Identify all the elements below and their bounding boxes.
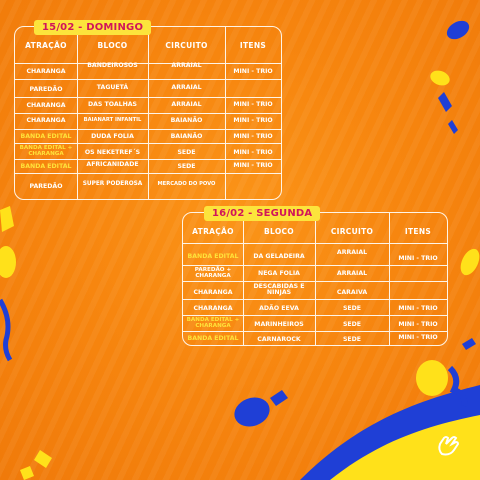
table-cell: CHARANGA bbox=[26, 101, 66, 109]
table-cell: MARINHEIROS bbox=[254, 320, 304, 328]
table-cell: PAREDÃO bbox=[29, 85, 63, 93]
header-bloco: BLOCO bbox=[97, 41, 128, 50]
table-cell: BANDA EDITAL bbox=[20, 132, 72, 140]
table-cell: MINI - TRIO bbox=[398, 254, 438, 262]
table-cell: CHARANGA bbox=[26, 67, 66, 75]
table-cell: MINI - TRIO bbox=[233, 161, 273, 169]
table-cell: MINI - TRIO bbox=[233, 148, 273, 156]
table-cell: MERCADO DO POVO bbox=[157, 180, 216, 187]
table-cell: BANDA EDITAL bbox=[187, 334, 239, 342]
table-cell: BANDA EDITAL bbox=[187, 252, 239, 260]
table-cell: SEDE bbox=[342, 304, 362, 312]
table-cell: BANDA EDITAL bbox=[20, 162, 72, 170]
header-itens: ITENS bbox=[404, 227, 432, 236]
table-cell: PAREDÃO + CHARANGA bbox=[194, 267, 232, 279]
table-cell: CHARANGA bbox=[193, 288, 233, 296]
table-cell: DAS TOALHAS bbox=[87, 100, 137, 108]
table-cell: BAIANÃO bbox=[170, 132, 203, 140]
table-cell: ARRAIAL bbox=[171, 61, 202, 69]
table-cell: NEGA FOLIA bbox=[258, 269, 300, 277]
table-cell: MINI - TRIO bbox=[233, 132, 273, 140]
table-cell: TAGUETÁ bbox=[96, 83, 129, 91]
table-cell: CHARANGA bbox=[26, 116, 66, 124]
table-cell: PAREDÃO bbox=[29, 182, 63, 190]
table-cell: ARRAIAL bbox=[171, 83, 202, 91]
table-cell: MINI - TRIO bbox=[233, 116, 273, 124]
hand-logo-icon bbox=[434, 432, 462, 460]
table-cell: OS NEKETREF´S bbox=[84, 148, 141, 156]
table-cell: BANDA EDITAL + CHARANGA bbox=[186, 317, 240, 329]
table-cell: SEDE bbox=[177, 162, 196, 170]
table-cell: BANDEIROSOS bbox=[87, 61, 138, 69]
table-cell: SEDE bbox=[177, 148, 196, 156]
table-cell: CARNAROCK bbox=[257, 335, 301, 343]
table-cell: CHARANGA bbox=[193, 304, 233, 312]
table-cell: DUDA FOLIA bbox=[91, 132, 134, 140]
table-cell: SEDE bbox=[342, 320, 362, 328]
table-cell: ARRAIAL bbox=[171, 100, 202, 108]
table-cell: SUPER PODEROSA bbox=[82, 180, 143, 187]
table-cell: AFRICANIDADE bbox=[86, 160, 139, 168]
schedule-table-segunda bbox=[182, 212, 448, 346]
table-cell: DA GELADEIRA bbox=[253, 252, 305, 260]
table-cell: MINI - TRIO bbox=[398, 333, 438, 341]
table-cell: DESCABIDAS E NINJAS bbox=[253, 283, 305, 296]
table-cell: MINI - TRIO bbox=[233, 100, 273, 108]
header-circuito: CIRCUITO bbox=[165, 41, 208, 50]
header-circuito: CIRCUITO bbox=[330, 227, 374, 236]
table-cell: BANDA EDITAL + CHARANGA bbox=[19, 145, 73, 157]
table-cell: SEDE bbox=[342, 335, 362, 343]
day-label-segunda: 16/02 - SEGUNDA bbox=[204, 206, 320, 221]
header-itens: ITENS bbox=[239, 41, 267, 50]
table-cell: ARRAIAL bbox=[336, 269, 368, 277]
table-cell: ARRAIAL bbox=[336, 248, 368, 256]
header-atracao: ATRAÇÃO bbox=[25, 41, 67, 50]
day-label-domingo: 15/02 - DOMINGO bbox=[34, 20, 151, 35]
schedule-table-domingo bbox=[14, 26, 282, 200]
table-cell: BAIANÃO bbox=[170, 116, 203, 124]
table-cell: BAIANART INFANTIL bbox=[83, 116, 142, 123]
table-cell: CARAIVA bbox=[336, 288, 368, 296]
table-cell: MINI - TRIO bbox=[398, 304, 438, 312]
table-cell: MINI - TRIO bbox=[398, 320, 438, 328]
table-cell: ADÃO EEVA bbox=[259, 304, 299, 312]
header-bloco: BLOCO bbox=[264, 227, 294, 236]
table-cell: MINI - TRIO bbox=[233, 67, 273, 75]
header-atracao: ATRAÇÃO bbox=[192, 227, 234, 236]
